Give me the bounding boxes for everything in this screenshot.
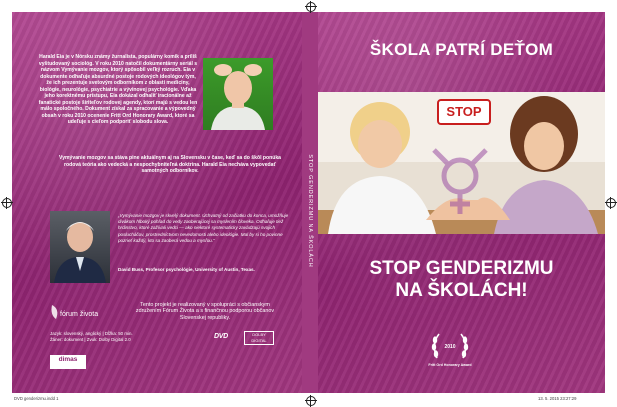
intro-paragraph: Vymývanie mozgov sa stáva pine aktuálnym aj na Slovensku v čase, keď sa do škôl ponúka rodová teória ako vedecká a nespochybniteľná doktrína. Harald Eia necháva vypovedať samotných odborníkov. [58, 155, 282, 174]
harald-eia-photo [203, 58, 273, 130]
slogan-line-2: NA ŠKOLÁCH! [395, 280, 528, 301]
slogan [330, 258, 593, 302]
dolby-digital-logo: DOLBY DIGITAL [244, 331, 274, 345]
genre-line: Žáner: dokument | Zvuk: Dolby Digital 2.0 [50, 336, 131, 342]
slogan-line-1: STOP GENDERIZMU [369, 258, 554, 279]
front-title: ŠKOLA PATRÍ DEŤOM [369, 40, 554, 59]
partnership-text: Tento projekt je realizovaný v spolupráci s občianskym združením Fórum Života a s finančnou podporou občanov Slovenskej republiky. [135, 302, 275, 321]
registration-mark-right [606, 198, 616, 208]
review-quote: „Vymývanie mozgov je skvelý dokument. Úchvatný od začiatku do konca, umožňuje divákom hlboký pohľad do vedy zaoberajúcej sa myslením človeka. Odhaľuje tiež hrdinstvo, ktoré zažívali vedci — ako niektoré systematicky zavádzajú svojich poslucháčov, prostredníctvom nevedomosti alebo ideológie. Mal by si ho povinne pozrieť každý, kto sa zaoberá vedou a mysľou.“ [118, 213, 289, 243]
stop-sign: STOP [446, 104, 482, 119]
award-year: 2010 [444, 344, 456, 350]
david-buss-photo [50, 211, 110, 283]
forum-zivota-logo [46, 303, 116, 323]
bio-text: Harald Eia je v Nórsku známy žurnalista, populárny komik a príliš vyštudovaný sociológ. V roku 2010 natočil dokumentárny seriál s názvom Vymývanie mozgov, ktorý spôsobil veľký rozruch. Eia v dokumente odhaľuje absurdné postoje rodových ideológov tým, že ich prezentuje svetovým odborníkom z oblasti mediciny, biológie, neurológie, psychiatrie a vývinovej psychológie. Vďaka jeho korektnému prístupu, Eia dokázal odhaliť iracionálne až fanatické postoje šíriteľov rodovej agendy, ktorí majú s vedou len málo spoločného. Dokument získal za spracovanie a výpovedný obsah v roku 2010 ocenenie Fritt Ord Honorary Award, ktoré sa udeľuje s cieľom podporiť slobodu slova. [38, 54, 198, 125]
registration-mark-left [2, 198, 12, 208]
registration-mark-top [306, 2, 316, 12]
footer-file: DVD genderizmu.indd 1 [14, 396, 59, 401]
footer-date: 13. 5. 2015 23:27:29 [538, 396, 577, 401]
award-badge [425, 330, 475, 388]
forum-logo-text: fórum života [60, 311, 99, 318]
disc-info [50, 331, 220, 342]
dvd-video-logo: DVD [214, 333, 228, 340]
man-portrait-icon [203, 58, 273, 130]
professor-portrait-icon [50, 211, 110, 283]
language-line: Jazyk: slovenský, anglický | Dĺžka: 50 min. [50, 331, 133, 336]
award-name: Fritt Ord Honorary Award [428, 363, 472, 367]
dimas-logo: dimas [50, 355, 86, 369]
spine-title: STOP GENDERIZMU NA ŠKOLÁCH [307, 154, 313, 268]
quote-author: David Buss, Profesor psychológie, University of Austin, Texas. [118, 267, 255, 272]
registration-mark-bottom [306, 396, 316, 406]
spine-label [304, 140, 316, 290]
children-arm-wrestling-photo [318, 92, 605, 234]
